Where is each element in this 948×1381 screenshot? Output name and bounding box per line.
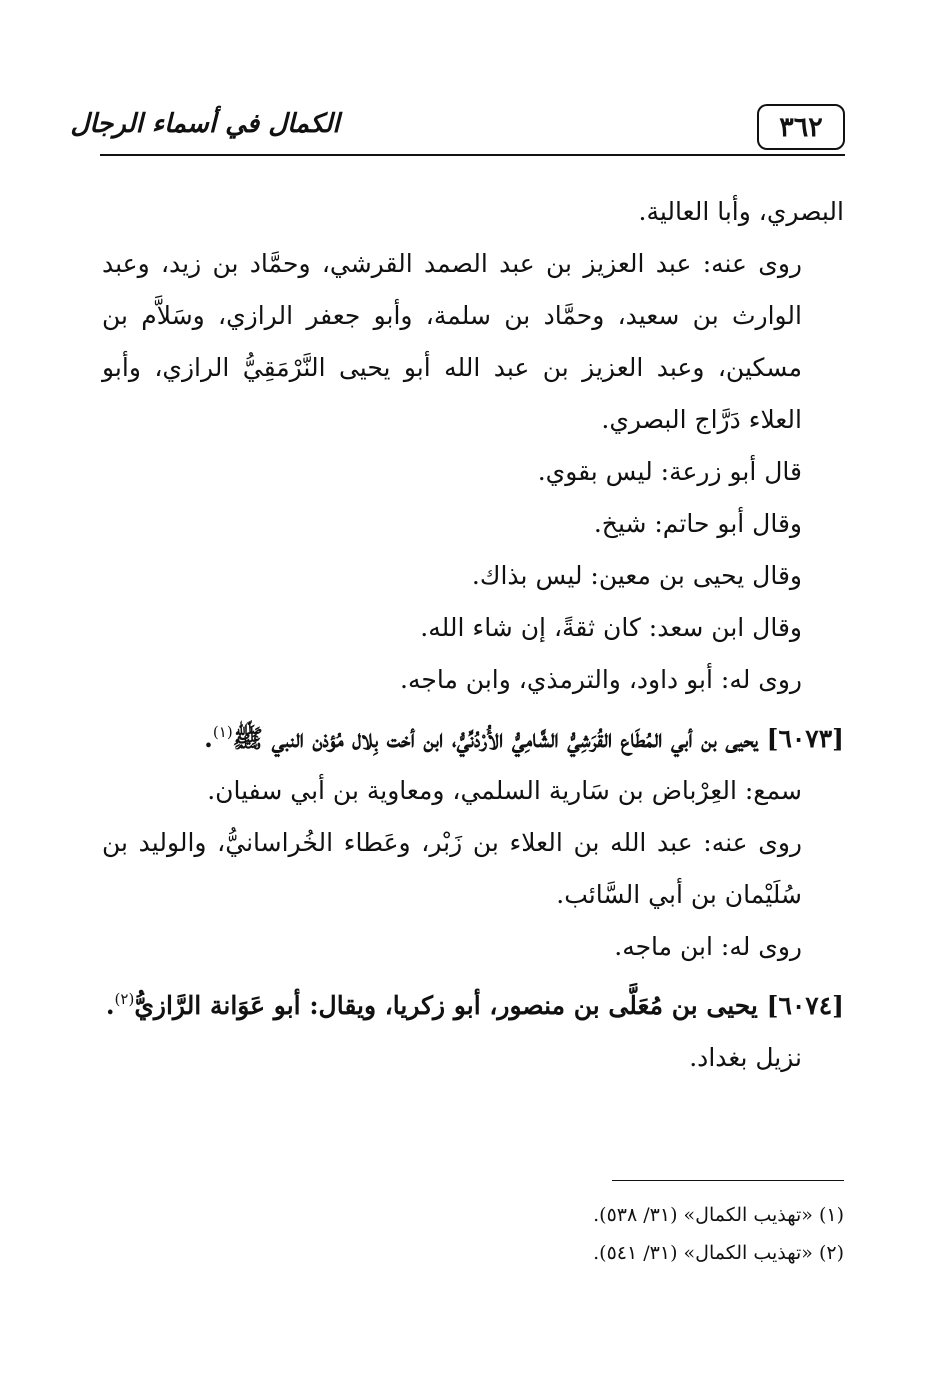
text-paragraph: البصري، وأبا العالية.: [638, 197, 844, 226]
footnotes: [400, 1196, 844, 1272]
text-paragraph: قال أبو زرعة: ليس بقوي.: [537, 457, 802, 486]
entry-number: [٦٠٧٤]: [766, 991, 844, 1020]
text-paragraph: روى له: ابن ماجه.: [614, 932, 802, 961]
book-title: الكمال في أسماء الرجال: [70, 109, 340, 139]
footnote-marker: (٢): [114, 990, 135, 1008]
footnote-2: (٢) «تهذيب الكمال» (٣١/ ٥٤١).: [593, 1242, 844, 1264]
header-divider: [100, 154, 845, 156]
text-paragraph: روى عنه: عبد الله بن العلاء بن زَبْر، وعَطاء الخُراسانيُّ، والوليد بن سُلَيْمان بن أبي السَّائب.: [102, 828, 802, 909]
text-paragraph: روى عنه: عبد العزيز بن عبد الصمد القرشي، وحمَّاد بن زيد، وعبد الوارث بن سعيد، وحمَّاد بن سلمة، وأبو جعفر الرازي، وسَلاَّم بن مسكين، وعبد العزيز بن عبد الله أبو يحيى النَّرْمَقِيُّ الرازي، وأبو العلاء دَرَّاج البصري.: [102, 249, 802, 434]
text-paragraph: وقال أبو حاتم: شيخ.: [593, 509, 802, 538]
text-paragraph: سمع: العِرْباض بن سَارية السلمي، ومعاوية بن أبي سفيان.: [207, 776, 802, 805]
main-text: [102, 186, 844, 1084]
footnote-marker: (١): [212, 723, 233, 741]
text-paragraph: وقال يحيى بن معين: ليس بذاك.: [471, 561, 802, 590]
text-paragraph: وقال ابن سعد: كان ثقةً، إن شاء الله.: [420, 613, 802, 642]
entry-number: [٦٠٧٣]: [766, 724, 844, 753]
entry-heading: يحيى بن أبي المُطَاع القُرَشِيُّ الشَّامِيُّ الأُرْدُنِّيُّ، ابن أخت بِلال مُؤذن النبي ﷺ: [232, 724, 758, 753]
footnote-1: (١) «تهذيب الكمال» (٣١/ ٥٣٨).: [593, 1204, 844, 1226]
text-paragraph: نزيل بغداد.: [689, 1043, 802, 1072]
footnote-divider: [612, 1180, 844, 1181]
page-number: ٣٦٢: [757, 104, 845, 150]
entry-end: .: [105, 991, 115, 1020]
text-paragraph: روى له: أبو داود، والترمذي، وابن ماجه.: [400, 665, 802, 694]
entry-heading: يحيى بن مُعَلَّى بن منصور، أبو زكريا، ويقال: أبو عَوَانة الرَّازيُّ: [134, 991, 758, 1020]
page-header: [70, 98, 845, 160]
biography-entry: [102, 973, 844, 1032]
biography-entry: [102, 706, 844, 765]
entry-end: .: [204, 724, 213, 753]
